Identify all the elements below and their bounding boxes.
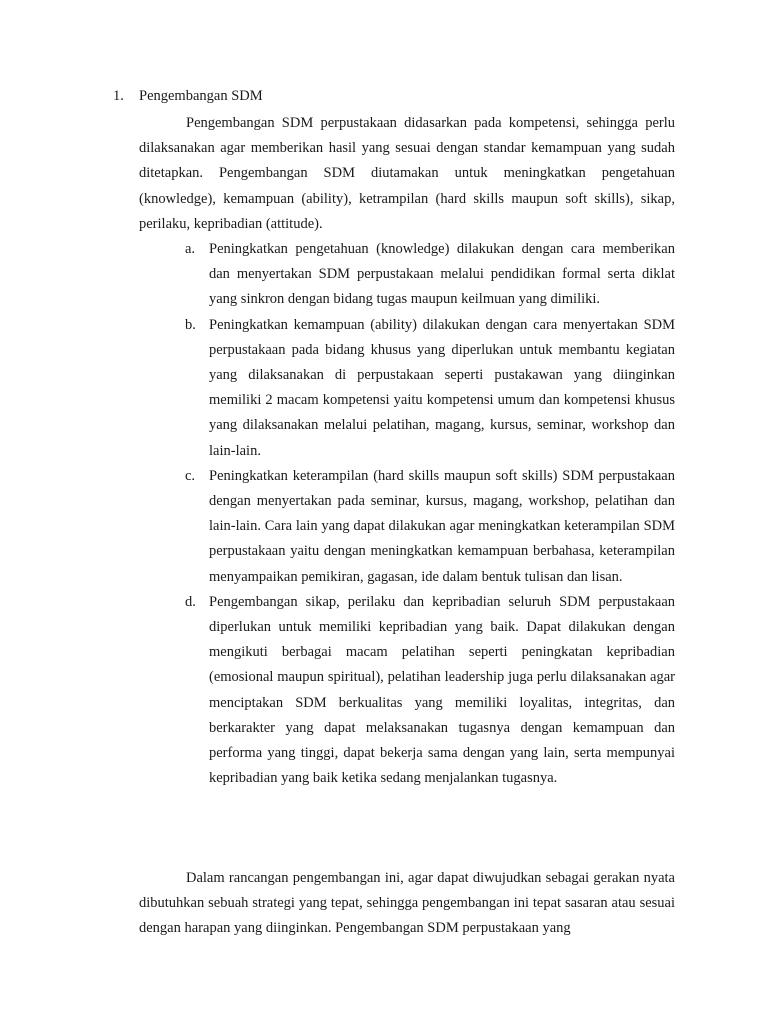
sub-point-list xyxy=(185,237,675,791)
intro-paragraph: Pengembangan SDM perpustakaan didasarkan pada kompetensi, sehingga perlu dilaksanakan agar memberikan hasil yang sesuai dengan standar kemampuan yang sudah ditetapkan. Pengembangan SDM diutamakan untuk meningkatkan pengetahuan (knowledge), kemampuan (ability), ketrampilan (hard skills maupun soft skills), sikap, perilaku, kepribadian (attitude). xyxy=(139,115,675,232)
list-item xyxy=(185,313,675,464)
closing-paragraph: Dalam rancangan pengembangan ini, agar dapat diwujudkan sebagai gerakan nyata dibutuhkan sebuah strategi yang tepat, sehingga pengembangan ini tepat sasaran atau sesuai dengan harapan yang diinginkan. Pengembangan SDM perpustakaan yang xyxy=(139,870,675,937)
section-title: Pengembangan SDM xyxy=(139,88,263,104)
list-marker: c. xyxy=(185,467,196,484)
list-item-text: Peningkatkan kemampuan (ability) dilakukan dengan cara menyertakan SDM perpustakaan pada bidang khusus yang diperlukan untuk membantu kegiatan yang dilaksanakan di perpustakaan seperti pustakawan yang diinginkan memiliki 2 macam kompetensi yaitu kompetensi umum dan kompetensi khusus yang dilaksanakan melalui pelatihan, magang, kursus, seminar, workshop dan lain-lain. xyxy=(209,316,675,459)
list-item xyxy=(185,590,675,792)
section-number: 1. xyxy=(113,88,124,104)
list-item-text: Pengembangan sikap, perilaku dan kepribadian seluruh SDM perpustakaan diperlukan untuk memiliki kepribadian yang baik. Dapat dilakukan dengan mengikuti berbagai macam pelatihan seperti peningkatan kepribadian (emosional maupun spiritual), pelatihan leadership juga perlu dilaksanakan agar menciptakan SDM berkualitas yang memiliki loyalitas, integritas, dan berkarakter yang dapat melaksanakan tugasnya dengan kemampuan dan performa yang tinggi, dapat bekerja sama dengan yang lain, serta mempunyai kepribadian yang baik ketika sedang menjalankan tugasnya. xyxy=(209,593,675,787)
section-heading xyxy=(113,86,263,106)
list-item-text: Peningkatkan keterampilan (hard skills maupun soft skills) SDM perpustakaan dengan menyertakan pada seminar, kursus, magang, workshop, pelatihan dan lain-lain. Cara lain yang dapat dilakukan agar meningkatkan keterampilan SDM perpustakaan yaitu dengan meningkatkan kemampuan berbahasa, keterampilan menyampaikan pemikiran, gagasan, ide dalam bentuk tulisan dan lisan. xyxy=(209,467,675,585)
list-item xyxy=(185,464,675,590)
list-marker: a. xyxy=(185,241,196,257)
list-marker: b. xyxy=(185,316,196,333)
list-item-text: Peningkatkan pengetahuan (knowledge) dilakukan dengan cara memberikan dan menyertakan SDM perpustakaan melalui pendidikan formal serta diklat yang sinkron dengan bidang tugas maupun keilmuan yang dimiliki. xyxy=(209,241,675,308)
list-item xyxy=(185,237,675,313)
list-marker: d. xyxy=(185,593,196,610)
